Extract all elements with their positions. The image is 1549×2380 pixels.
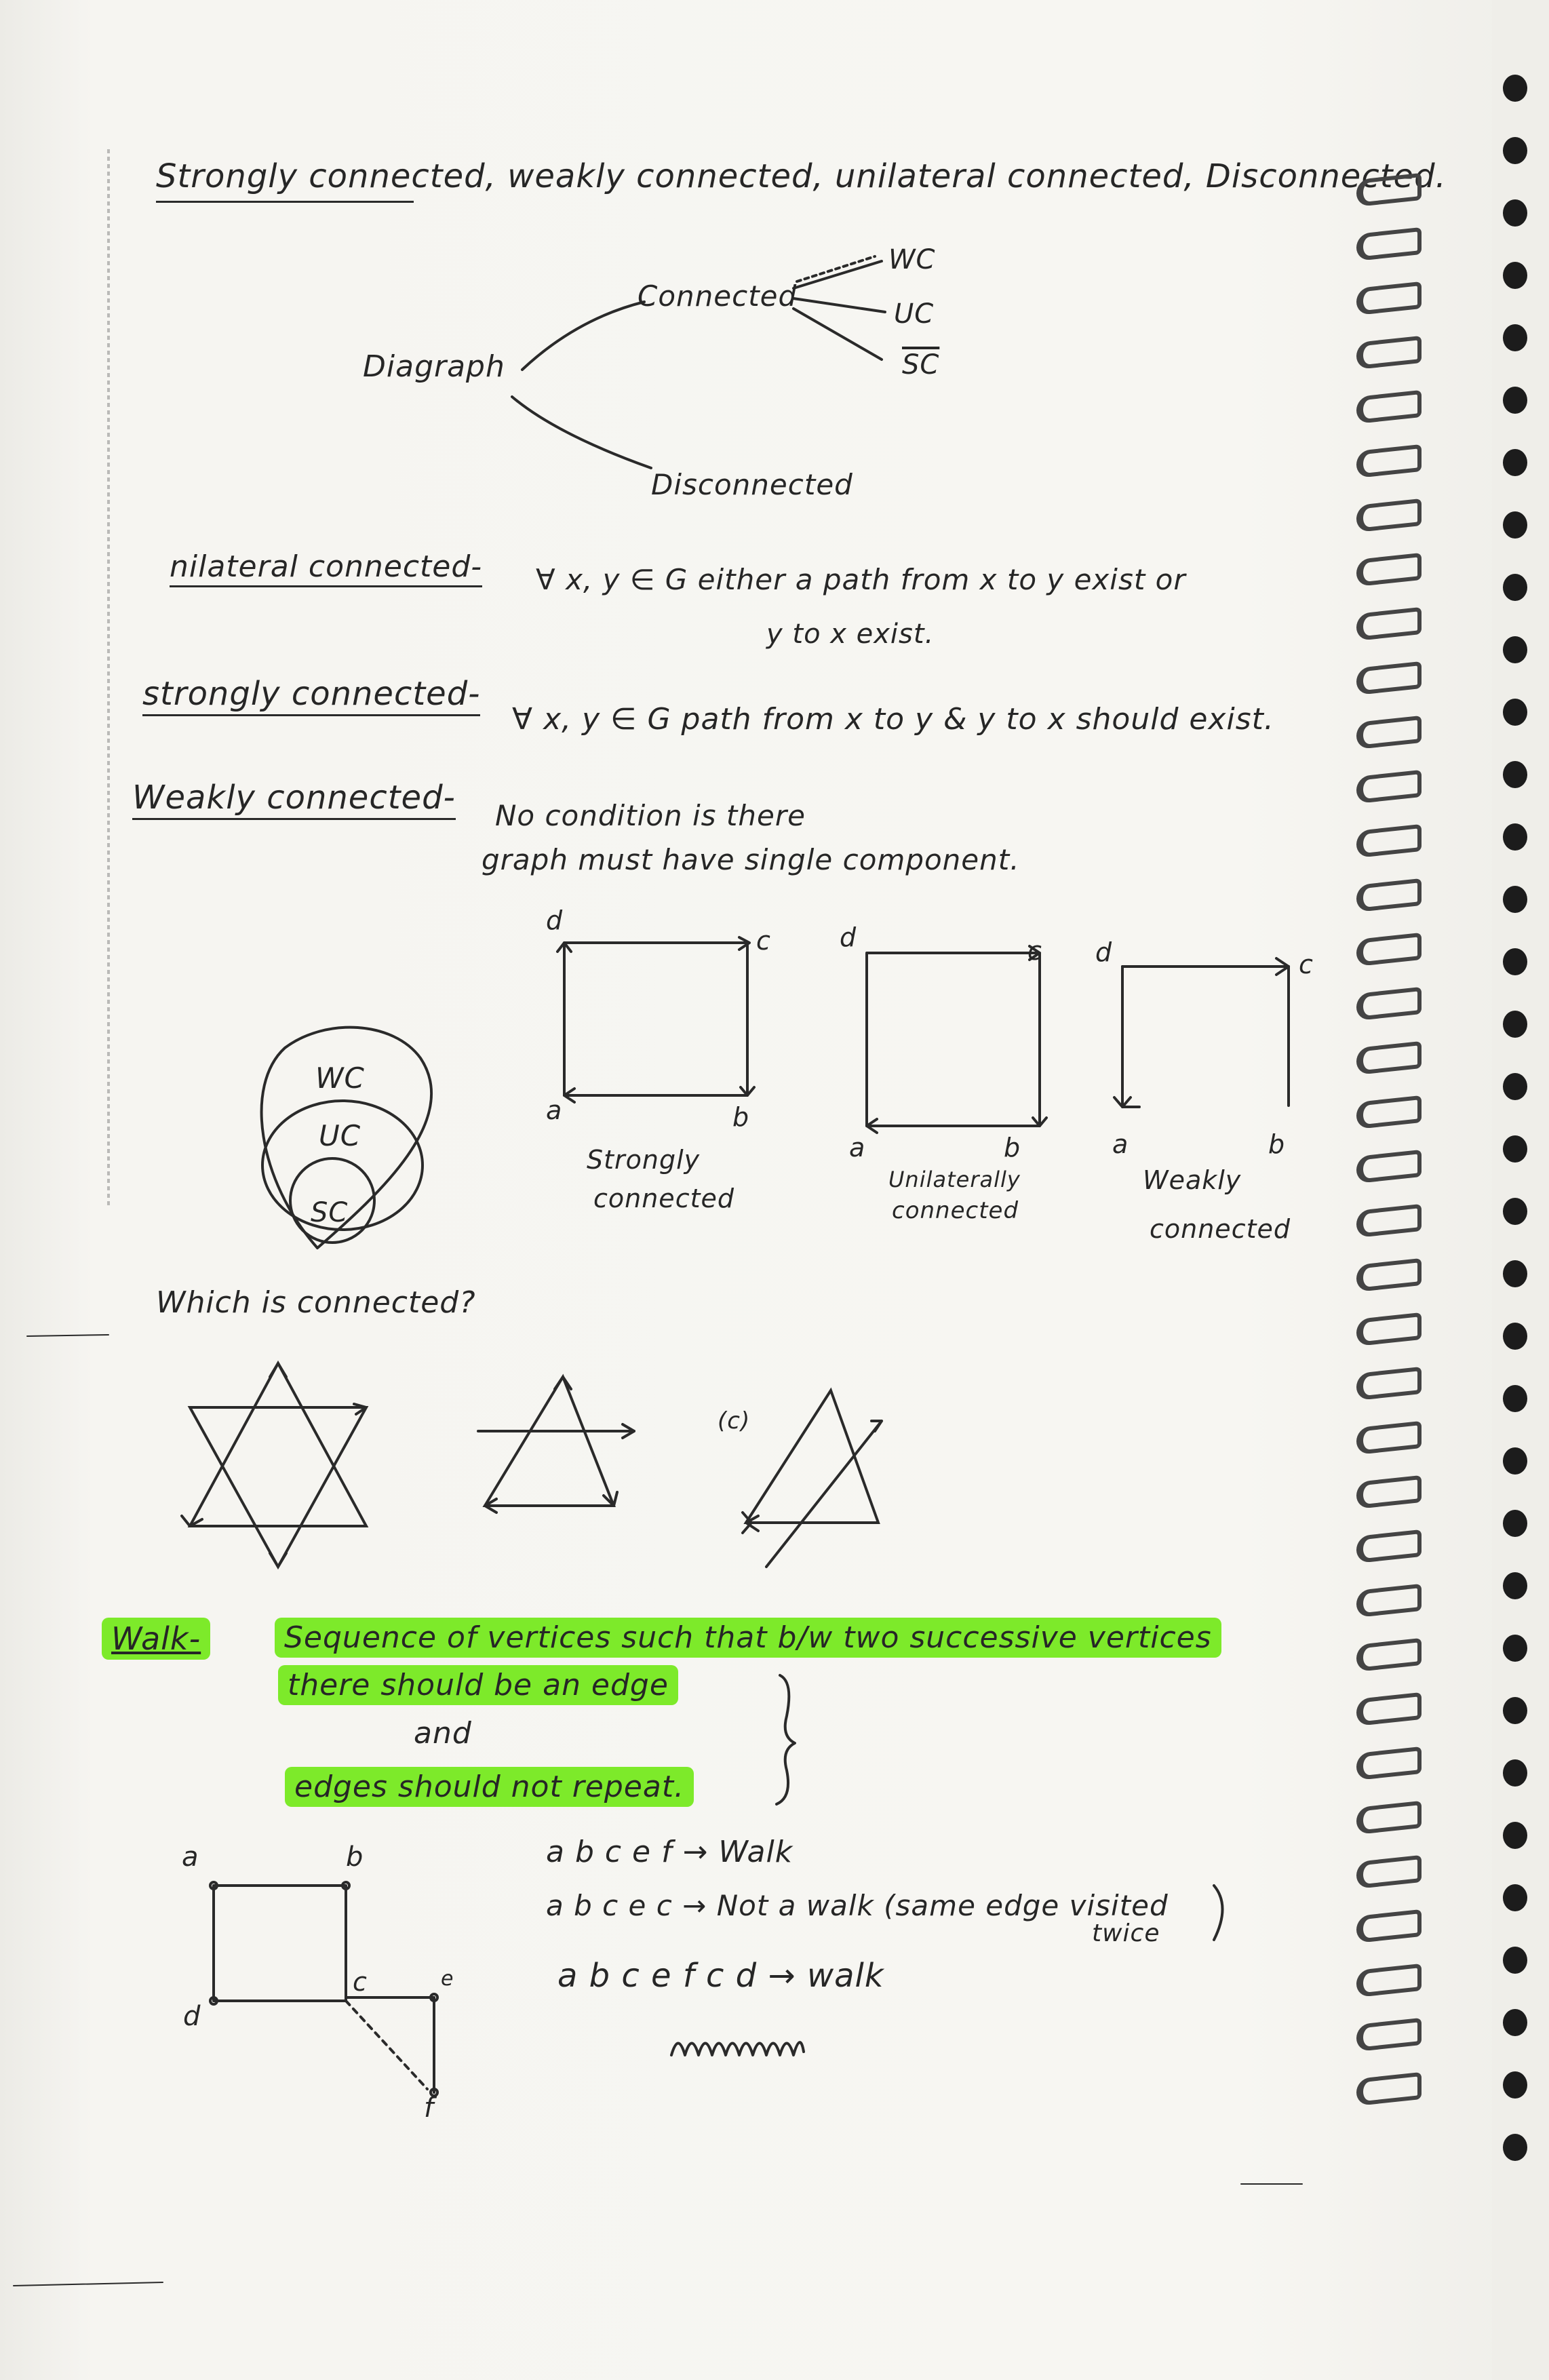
spiral-ring-icon (1356, 1855, 1421, 1889)
binder-hole-icon (1503, 574, 1527, 601)
spiral-ring-icon (1356, 1692, 1421, 1726)
walk-graph (210, 1882, 437, 2096)
def-weak-term: Weakly connected- (132, 779, 456, 820)
sq3-caption1: Weakly (1143, 1165, 1242, 1195)
binder-hole-icon (1503, 948, 1527, 975)
spiral-ring-icon (1356, 2018, 1421, 2052)
question-text: Which is connected? (156, 1285, 476, 1320)
scribble-loops (671, 2042, 804, 2055)
sq1-b: b (732, 1102, 750, 1132)
walk-example-3: a b c e f c d → walk (557, 1957, 884, 1995)
sq1-caption2: connected (593, 1184, 734, 1213)
spiral-ring-icon (1356, 499, 1421, 532)
spiral-ring-icon (1356, 281, 1421, 315)
binder-hole-icon (1503, 1385, 1527, 1412)
paren-close (1214, 1886, 1223, 1940)
walk-vertex-c: c (353, 1967, 368, 1997)
tree-connected: Connected (638, 279, 798, 313)
binder-hole-icon (1503, 886, 1527, 913)
binder-hole-icon (1503, 1947, 1527, 1974)
binder-hole-icon (1503, 137, 1527, 164)
binder-holes (1492, 0, 1549, 2380)
binder-hole-icon (1503, 1011, 1527, 1038)
walk-vertex-d: d (183, 2001, 201, 2032)
sq3-caption2: connected (1150, 1214, 1291, 1244)
spiral-binding (1356, 176, 1431, 2143)
binder-hole-icon (1503, 1260, 1527, 1287)
binder-hole-icon (1503, 1073, 1527, 1100)
walk-example-1: a b c e f → Walk (546, 1835, 793, 1869)
binder-hole-icon (1503, 2009, 1527, 2036)
spiral-ring-icon (1356, 1584, 1421, 1618)
def-weak-line2: graph must have single component. (482, 843, 1020, 876)
binder-hole-icon (1503, 449, 1527, 476)
sq2-d: d (840, 922, 857, 952)
spiral-ring-icon (1356, 607, 1421, 641)
spiral-ring-icon (1356, 1421, 1421, 1455)
binder-hole-icon (1503, 262, 1527, 289)
spiral-ring-icon (1356, 1095, 1421, 1129)
binder-hole-icon (1503, 1635, 1527, 1662)
spiral-ring-icon (1356, 933, 1421, 967)
spiral-ring-icon (1356, 661, 1421, 695)
graph-c (743, 1390, 882, 1567)
sq3-c: c (1299, 950, 1314, 979)
binder-hole-icon (1503, 1697, 1527, 1724)
walk-vertex-a: a (182, 1841, 199, 1873)
binder-hole-icon (1503, 511, 1527, 539)
spiral-ring-icon (1356, 878, 1421, 912)
def-unilateral-line1: ∀ x, y ∈ G either a path from x to y exist or (536, 563, 1186, 596)
walk-vertex-b: b (346, 1841, 364, 1873)
spiral-ring-icon (1356, 824, 1421, 858)
tree-leaf-wc: WC (888, 244, 936, 275)
binder-hole-icon (1503, 761, 1527, 788)
spiral-ring-icon (1356, 2072, 1421, 2106)
binder-hole-icon (1503, 823, 1527, 851)
binder-hole-icon (1503, 1822, 1527, 1849)
spiral-ring-icon (1356, 1529, 1421, 1563)
spiral-ring-icon (1356, 390, 1421, 424)
walk-term: Walk- (102, 1618, 210, 1660)
venn-sc: SC (311, 1197, 349, 1228)
spiral-ring-icon (1356, 336, 1421, 370)
walk-example-2-twice: twice (1092, 1919, 1160, 1947)
sq2-c: c (1027, 936, 1042, 966)
venn-wc: WC (315, 1061, 365, 1095)
binder-hole-icon (1503, 1135, 1527, 1163)
binder-hole-icon (1503, 1759, 1527, 1787)
spiral-ring-icon (1356, 227, 1421, 261)
spiral-ring-icon (1356, 1258, 1421, 1292)
walk-line2: there should be an edge (278, 1665, 678, 1705)
spiral-ring-icon (1356, 1312, 1421, 1346)
binder-hole-icon (1503, 1323, 1527, 1350)
binder-hole-icon (1503, 1198, 1527, 1225)
binder-hole-icon (1503, 2071, 1527, 2099)
binder-hole-icon (1503, 324, 1527, 351)
spiral-ring-icon (1356, 553, 1421, 587)
binder-hole-icon (1503, 199, 1527, 227)
binder-hole-icon (1503, 699, 1527, 726)
square-strongly (557, 937, 754, 1102)
tree-leaf-uc: UC (894, 298, 935, 330)
sq3-d: d (1095, 937, 1113, 967)
page-heading: Strongly connected, weakly connected, unilateral connected, Disconnected. (156, 157, 1447, 195)
walk-and: and (414, 1716, 472, 1751)
spiral-ring-icon (1356, 1204, 1421, 1238)
venn-uc: UC (319, 1119, 361, 1152)
brace (777, 1675, 795, 1804)
binder-hole-icon (1503, 2134, 1527, 2161)
sq1-caption1: Strongly (587, 1145, 701, 1175)
spiral-ring-icon (1356, 716, 1421, 749)
spiral-ring-icon (1356, 1041, 1421, 1075)
sq1-d: d (546, 905, 564, 935)
spiral-ring-icon (1356, 1638, 1421, 1672)
binder-hole-icon (1503, 636, 1527, 663)
binder-hole-icon (1503, 1572, 1527, 1599)
spiral-ring-icon (1356, 1475, 1421, 1509)
binder-hole-icon (1503, 387, 1527, 414)
walk-line1: Sequence of vertices such that b/w two successive vertices (275, 1618, 1221, 1658)
binder-hole-icon (1503, 1510, 1527, 1537)
def-unilateral-term: nilateral connected- (170, 549, 482, 587)
sq2-caption1: Unilaterally (888, 1167, 1021, 1192)
walk-vertex-e: e (441, 1967, 454, 1991)
def-strong-text: ∀ x, y ∈ G path from x to y & y to x should exist. (512, 702, 1274, 737)
star-graph (182, 1363, 366, 1567)
tree-leaf-sc: $\overline{SC}$ (902, 349, 940, 381)
def-strong-term: strongly connected- (142, 675, 480, 716)
walk-vertex-f: f (424, 2092, 435, 2124)
spiral-ring-icon (1356, 1909, 1421, 1943)
tree-root: Diagraph (363, 349, 505, 384)
sq1-a: a (546, 1095, 563, 1125)
sq2-a: a (849, 1133, 866, 1163)
spiral-ring-icon (1356, 770, 1421, 804)
square-unilateral (867, 946, 1046, 1133)
sq2-caption2: connected (892, 1197, 1019, 1224)
sq3-a: a (1112, 1129, 1129, 1159)
binder-hole-icon (1503, 75, 1527, 102)
spiral-ring-icon (1356, 1150, 1421, 1184)
question-mark-c: (c) (718, 1407, 751, 1435)
triangle-graph (478, 1377, 634, 1513)
binder-hole-icon (1503, 1447, 1527, 1475)
spiral-ring-icon (1356, 987, 1421, 1021)
spiral-ring-icon (1356, 1964, 1421, 1997)
spiral-ring-icon (1356, 1367, 1421, 1401)
def-weak-line1: No condition is there (495, 799, 806, 832)
sq1-c: c (756, 926, 771, 956)
sq3-b: b (1268, 1129, 1286, 1159)
walk-example-2: a b c e c → Not a walk (same edge visited (546, 1889, 1169, 1922)
walk-line3: edges should not repeat. (285, 1767, 694, 1807)
tree-disconnected: Disconnected (651, 468, 853, 501)
spiral-ring-icon (1356, 444, 1421, 478)
square-weakly (1114, 958, 1289, 1107)
spiral-ring-icon (1356, 173, 1421, 207)
spiral-ring-icon (1356, 1801, 1421, 1835)
spiral-ring-icon (1356, 1747, 1421, 1780)
binder-hole-icon (1503, 1884, 1527, 1911)
sq2-b: b (1004, 1133, 1021, 1163)
def-unilateral-line2: y to x exist. (766, 619, 935, 650)
